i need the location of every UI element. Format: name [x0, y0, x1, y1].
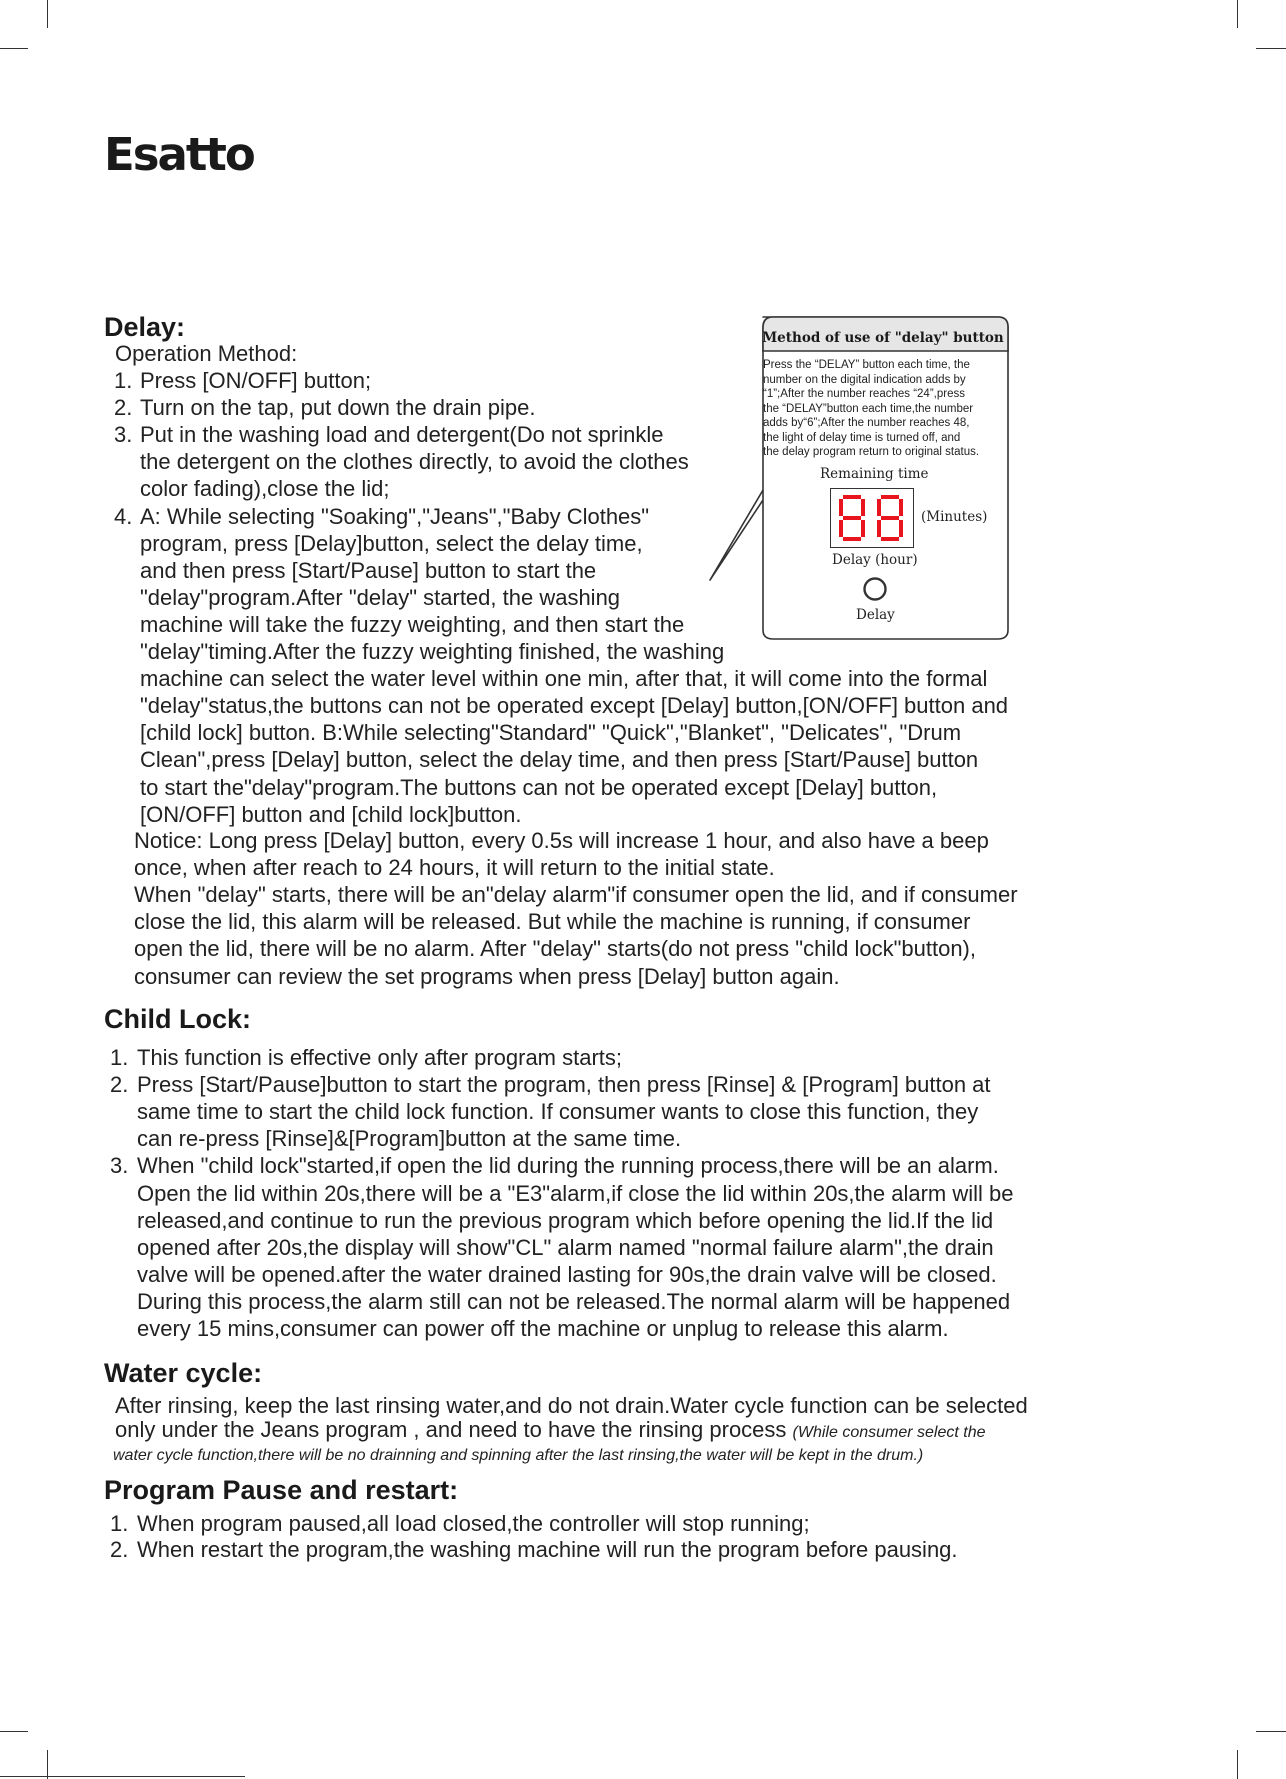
delay-step-line [114, 611, 684, 638]
list-text: When "child lock"started,if open the lid during the running process,there will be an alarm. [137, 1153, 999, 1179]
list-text: and then press [Start/Pause] button to start the [140, 557, 597, 583]
crop-mark [0, 1731, 28, 1732]
delay-step-line [114, 421, 663, 448]
delay-step-line [114, 503, 649, 530]
list-text: opened after 20s,the display will show"CL" alarm named "normal failure alarm",the drain [137, 1234, 994, 1260]
delay-hour-label: Delay (hour) [832, 552, 918, 568]
display-segment [843, 516, 861, 520]
notice-line: consumer can review the set programs when press [Delay] button again. [134, 963, 840, 989]
delay-step-line [114, 746, 978, 773]
delay-step-line [114, 367, 371, 394]
list-text: A: While selecting "Soaking","Jeans","Baby Clothes" [140, 503, 650, 529]
child-lock-line [110, 1261, 997, 1288]
callout-line: Press the “DELAY” button each time, the [763, 359, 970, 371]
child-lock-line [110, 1098, 978, 1125]
delay-step-line [114, 692, 1008, 719]
display-segment [839, 520, 843, 537]
list-text: [child lock] button. B:While selecting"Standard" "Quick","Blanket", "Delicates", "Drum [140, 720, 962, 746]
list-text: Turn on the tap, put down the drain pipe. [140, 395, 536, 421]
notice-line: once, when after reach to 24 hours, it will return to the initial state. [134, 855, 775, 881]
list-text: machine can select the water level within one min, after that, it will come into the formal [140, 666, 988, 692]
display-segment [877, 499, 881, 516]
delay-heading: Delay: [104, 312, 186, 342]
list-number: 3. [114, 422, 133, 448]
child-lock-line [110, 1125, 681, 1152]
child-lock-line [110, 1288, 1010, 1315]
delay-step-line [114, 719, 961, 746]
list-text: Press [Start/Pause]button to start the program, then press [Rinse] & [Program] button at [137, 1072, 991, 1098]
notice-line: Notice: Long press [Delay] button, every 0.5s will increase 1 hour, and also have a beep [134, 828, 989, 853]
pause-line [110, 1536, 958, 1563]
crop-mark [47, 1750, 48, 1779]
delay-step-line [114, 448, 689, 475]
list-text: "delay"timing.After the fuzzy weighting finished, the washing [140, 639, 725, 664]
water-cycle-heading: Water cycle: [104, 1358, 263, 1388]
list-text: This function is effective only after program starts; [137, 1045, 623, 1070]
list-text: Open the lid within 20s,there will be a "E3"alarm,if close the lid within 20s,the alarm will be [137, 1180, 1014, 1206]
water-cycle-line-1: After rinsing, keep the last rinsing water,and do not drain.Water cycle function can be selected [115, 1393, 1028, 1418]
callout-title: Method of use of "delay" button [762, 330, 1004, 346]
water-cycle-line-2-text: only under the Jeans program , and need to have the rinsing process [115, 1417, 793, 1442]
callout-line: the light of delay time is turned off, and [763, 431, 961, 444]
list-number: 3. [110, 1153, 129, 1179]
water-cycle-note-b: water cycle function,there will be no drainning and spinning after the last rinsing,the water will be kept in the drum.) [113, 1447, 924, 1464]
list-number: 2. [110, 1537, 129, 1562]
list-text: can re-press [Rinse]&[Program]button at the same time. [137, 1126, 682, 1152]
display-segment [861, 499, 865, 516]
list-text: every 15 mins,consumer can power off the machine or unplug to release this alarm. [137, 1316, 949, 1341]
seven-segment-88 [831, 489, 913, 547]
child-lock-line [110, 1234, 994, 1261]
callout-line: the delay program return to original status. [763, 446, 980, 458]
child-lock-line [110, 1152, 999, 1179]
list-number: 2. [110, 1072, 129, 1098]
list-text: machine will take the fuzzy weighting, and then start the [140, 611, 685, 637]
display-segment [881, 537, 899, 541]
list-number: 1. [114, 368, 133, 393]
child-lock-line [110, 1207, 993, 1234]
delay-step-line [114, 475, 389, 502]
list-text: When restart the program,the washing machine will run the program before pausing. [137, 1537, 958, 1562]
list-text: same time to start the child lock function. If consumer wants to close this function, they [137, 1099, 979, 1125]
list-text: color fading),close the lid; [140, 476, 390, 502]
callout-line: “1”;After the number reaches “24”,press [763, 388, 965, 400]
delay-intro: Operation Method: [115, 341, 298, 366]
child-lock-heading: Child Lock: [104, 1004, 251, 1034]
list-text: program, press [Delay]button, select the delay time, [140, 530, 643, 556]
delay-step-line [114, 394, 535, 421]
crop-mark [1237, 0, 1238, 28]
crop-mark [1237, 1750, 1238, 1779]
list-number: 4. [114, 503, 133, 529]
delay-step-line [114, 665, 987, 692]
notice-line: open the lid, there will be no alarm. After "delay" starts(do not press "child lock"button), [134, 936, 976, 962]
display-segment [881, 516, 899, 520]
brand-logo: Esatto [104, 128, 254, 181]
crop-mark [1256, 48, 1286, 49]
delay-indicator-light [865, 579, 886, 600]
display-segment [881, 495, 899, 499]
display-segment [861, 520, 865, 537]
delay-step-line [114, 774, 937, 801]
display-segment [839, 499, 843, 516]
callout-line: adds by“6”;After the number reaches 48, [763, 417, 970, 429]
callout-line: number on the digital indication adds by [763, 373, 966, 386]
minutes-label: (Minutes) [921, 509, 988, 525]
list-text: When program paused,all load closed,the controller will stop running; [137, 1511, 810, 1536]
delay-step-line [114, 584, 620, 611]
pause-line [110, 1510, 810, 1537]
display-segment [843, 495, 861, 499]
display-segment [843, 537, 861, 541]
child-lock-line [110, 1315, 949, 1342]
list-text: Clean",press [Delay] button, select the delay time, and then press [Start/Pause] button [140, 747, 979, 773]
child-lock-line [110, 1044, 622, 1071]
crop-mark [0, 1776, 245, 1777]
display-segment [877, 520, 881, 537]
child-lock-line [110, 1180, 1014, 1207]
list-text: the detergent on the clothes directly, to avoid the clothes [140, 449, 689, 475]
display-segment [899, 499, 903, 516]
list-number: 1. [110, 1045, 129, 1070]
delay-step-line [114, 530, 643, 557]
delay-light-label: Delay [856, 607, 895, 623]
callout-text [763, 358, 1013, 460]
list-text: valve will be opened.after the water drained lasting for 90s,the drain valve will be closed. [137, 1261, 997, 1287]
display-segment [899, 520, 903, 537]
list-text: During this process,the alarm still can not be released.The normal alarm will be happened [137, 1288, 1011, 1314]
water-cycle-note-a: (While consumer select the [792, 1424, 986, 1441]
crop-mark [47, 0, 48, 28]
delay-step-line [114, 638, 724, 665]
list-text: Put in the washing load and detergent(Do not sprinkle [140, 422, 664, 448]
notice-line: close the lid, this alarm will be released. But while the machine is running, if consumer [134, 909, 971, 935]
pause-heading: Program Pause and restart: [104, 1475, 459, 1505]
child-lock-line [110, 1071, 991, 1098]
crop-mark [1256, 1731, 1286, 1732]
list-text: "delay"status,the buttons can not be operated except [Delay] button,[ON/OFF] button and [140, 693, 1009, 719]
callout-line: the “DELAY”button each time,the number [763, 402, 974, 415]
digital-display [830, 488, 914, 548]
list-text: to start the"delay"program.The buttons can not be operated except [Delay] button, [140, 774, 938, 800]
list-text: released,and continue to run the previous program which before opening the lid.If the lid [137, 1207, 994, 1233]
list-text: "delay"program.After "delay" started, the washing [140, 584, 621, 610]
delay-step-line [114, 801, 522, 828]
crop-mark [0, 48, 28, 49]
notice-line: When "delay" starts, there will be an"delay alarm"if consumer open the lid, and if consumer [134, 882, 1018, 908]
delay-step-line [114, 557, 596, 584]
list-text: [ON/OFF] button and [child lock]button. [140, 801, 522, 827]
list-number: 2. [114, 395, 133, 421]
list-number: 1. [110, 1511, 129, 1536]
list-text: Press [ON/OFF] button; [140, 368, 372, 393]
remaining-time-label: Remaining time [820, 466, 929, 482]
